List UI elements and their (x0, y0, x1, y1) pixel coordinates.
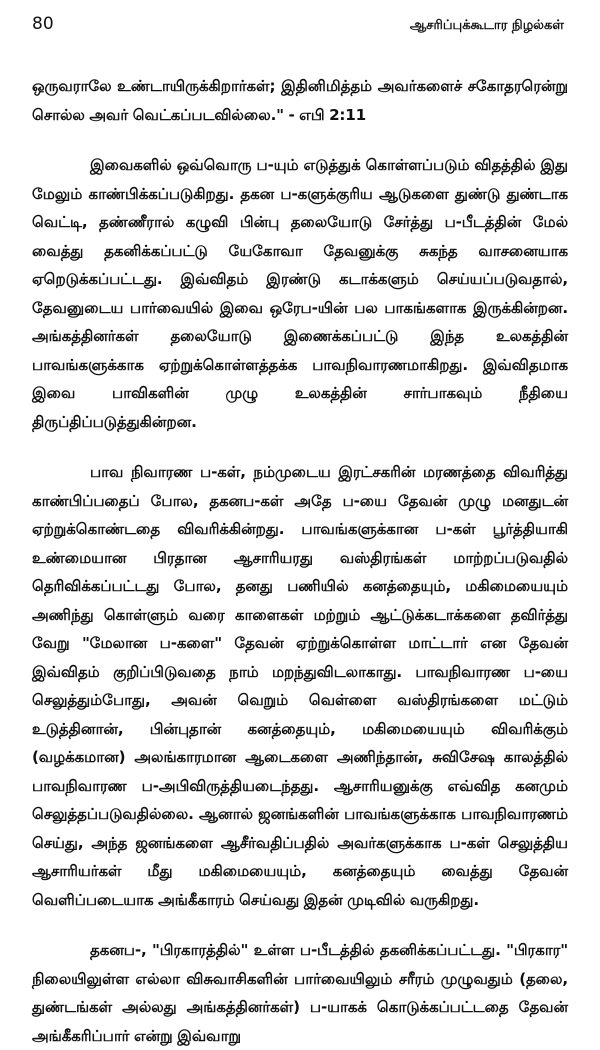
body-text (32, 72, 568, 1050)
paragraph-continued: ஒருவராலே உண்டாயிருக்கிறார்கள்; இதினிமித்தம் அவர்களைச் சகோதரரென்று சொல்ல அவர் வெட்கப்படவில்லை." - எபி 2:11 (32, 77, 568, 124)
running-title: ஆசரிப்புக்கூடார நிழல்கள் (409, 18, 564, 33)
page-header (32, 14, 568, 48)
paragraph: பாவ நிவாரண ப-கள், நம்முடைய இரட்சகரின் மரணத்தை விவரித்து காண்பிப்பதைப் போல, தகனப-கள் அதே ப-யை தேவன் முழு மனதுடன் ஏற்றுக்கொண்டதை விவரிக்கின்றது. பாவங்களுக்கான ப-கள் பூர்த்தியாகி உண்மையான பிரதான ஆசாரியரது வஸ்திரங்கள் மாற்றப்படுவதில் தெரிவிக்கப்பட்டது போல, தனது பணியில் கனத்தையும், மகிமையையும் அணிந்து கொள்ளும் வரை காளைகள் மற்றும் ஆட்டுக்கடாக்களை தவிர்த்து வேறு "மேலான ப-களை" தேவன் ஏற்றுக்கொள்ள மாட்டார் என தேவன் இவ்விதம் குறிப்பிடுவதை நாம் மறந்துவிடலாகாது. பாவநிவாரண ப-யை செலுத்தும்போது, அவன் வெறும் வெள்ளை வஸ்திரங்களை மட்டும் உடுத்தினான், பின்புதான் கனத்தையும், மகிமையையும் விவரிக்கும் (வழக்கமான) அலங்காரமான ஆடைகளை அணிந்தான், சுவிசேஷ காலத்தில் பாவநிவாரண ப-அபிவிருத்தியடைந்தது. ஆசாரியனுக்கு எவ்வித கனமும் செலுத்தப்படுவதில்லை. ஆனால் ஜனங்களின் பாவங்களுக்காக பாவநிவாரணம் செய்து, அந்த ஜனங்களை ஆசீர்வதிப்பதில் அவர்களுக்காக ப-கள் செலுத்திய ஆசாரியர்கள் மீது மகிமையையும், கனத்தையும் வைத்து தேவன் வெளிப்படையாக அங்கீகாரம் செய்வது இதன் முடிவில் வருகிறது. (32, 463, 568, 909)
paragraph: இவைகளில் ஒவ்வொரு ப-யும் எடுத்துக் கொள்ளப்படும் விதத்தில் இது மேலும் காண்பிக்கப்படுகிறது. தகன ப-களுக்குரிய ஆடுகளை துண்டு துண்டாக வெட்டி, தண்ணீரால் கழுவி பின்பு தலையோடு சேர்த்து ப-பீடத்தின் மேல் வைத்து தகனிக்கப்பட்டு யேகோவா தேவனுக்கு சுகந்த வாசனையாக ஏறெடுக்கப்பட்டது. இவ்விதம் இரண்டு கடாக்களும் செய்யப்படுவதால், தேவனுடைய பார்வையில் இவை ஒரேப-யின் பல பாகங்களாக இருக்கின்றன. அங்கத்தினர்கள் தலையோடு இணைக்கப்பட்டு இந்த உலகத்தின் பாவங்களுக்காக ஏற்றுக்கொள்ளத்தக்க பாவநிவாரணமாகிறது. இவ்விதமாக இவை பாவிகளின் முழு உலகத்தின் சார்பாகவும் நீதியை திருப்திப்படுத்துகின்றன. (32, 156, 568, 431)
page-number: 80 (32, 14, 54, 34)
paragraph: தகனப-, "பிரகாரத்தில்" உள்ள ப-பீடத்தில் தகனிக்கப்பட்டது. "பிரகார" நிலையிலுள்ள எல்லா விசுவாசிகளின் பார்வையிலும் சரீரம் முழுவதும் (தலை, துண்டங்கள் அல்லது அங்கத்தினர்கள்) ப-யாகக் கொடுக்கப்பட்டதை தேவன் அங்கீகரிப்பார் என்று இவ்வாறு (32, 941, 568, 1045)
